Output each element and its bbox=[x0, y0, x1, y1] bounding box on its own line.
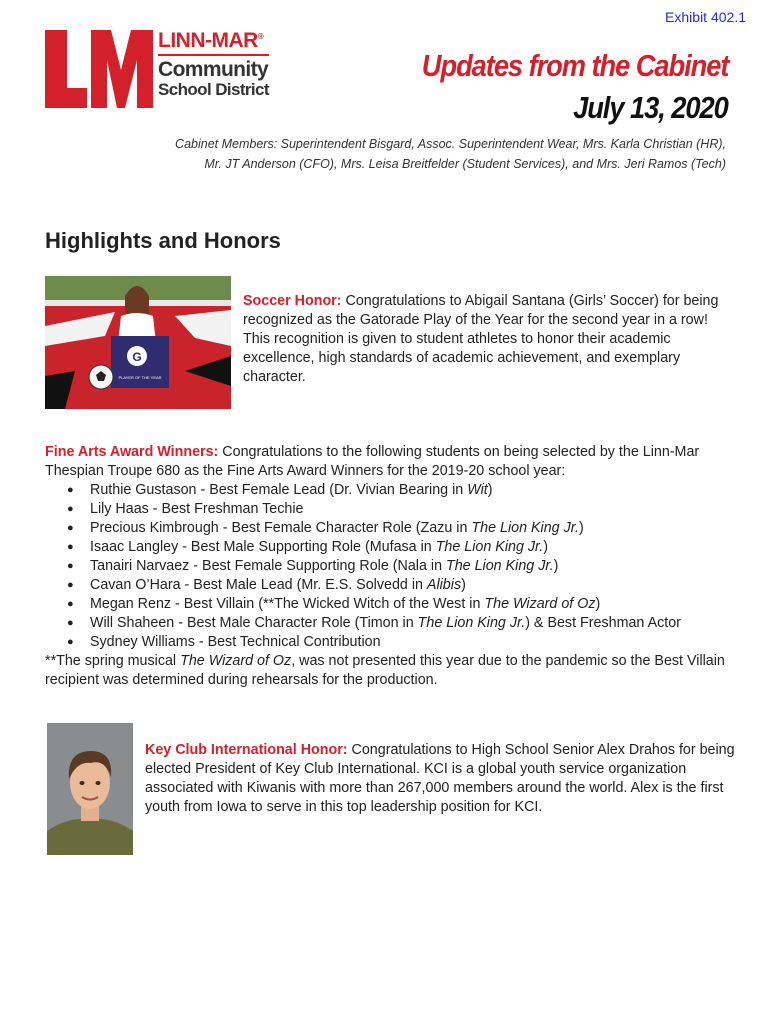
list-item: ● Tanairi Narvaez - Best Female Supporting Role (Nala in The Lion King Jr.) bbox=[45, 557, 730, 576]
cabinet-members bbox=[126, 134, 726, 174]
footnote: **The spring musical The Wizard of Oz, was not presented this year due to the pandemic so the Best Villain recipient was determined during rehearsals for the production. bbox=[45, 653, 725, 688]
soccer-honor-paragraph bbox=[243, 292, 723, 387]
key-club-text: Congratulations to High School Senior Alex Drahos for being elected President of Key Club International. KCI is a global youth service organization associated with Kiwanis with more than 267,000 members around the world. Alex is the first youth from Iowa to serve in this top leadership position for KCI. bbox=[145, 742, 735, 815]
list-item: ● Lily Haas - Best Freshman Techie bbox=[45, 500, 730, 519]
exhibit-label: Exhibit 402.1 bbox=[665, 9, 746, 25]
svg-text:G: G bbox=[132, 350, 142, 364]
key-club-photo bbox=[47, 723, 133, 855]
fine-arts-intro bbox=[45, 443, 730, 481]
cabinet-line-1: Cabinet Members: Superintendent Bisgard, Assoc. Superintendent Wear, Mrs. Karla Christian (HR), bbox=[175, 137, 726, 151]
key-club-paragraph bbox=[145, 741, 735, 817]
key-club-lead: Key Club International Honor: bbox=[145, 742, 348, 758]
soccer-photo bbox=[45, 276, 231, 409]
district-logo bbox=[45, 30, 270, 108]
fine-arts-intro-text: Congratulations to the following students on being selected by the Linn-Mar Thespian Troupe 680 as the Fine Arts Award Winners for the 2019-20 school year: bbox=[45, 444, 700, 479]
list-item: ● Ruthie Gustason - Best Female Lead (Dr. Vivian Bearing in Wit) bbox=[45, 481, 730, 500]
fine-arts-section bbox=[45, 443, 730, 690]
lm-logo-mark bbox=[45, 30, 153, 108]
soccer-honor-lead: Soccer Honor: bbox=[243, 293, 342, 309]
award-list bbox=[45, 481, 730, 652]
page-date: July 13, 2020 bbox=[573, 90, 728, 125]
list-item: ● Cavan O’Hara - Best Male Lead (Mr. E.S. Solvedd in Alibis) bbox=[45, 576, 730, 595]
logo-community: Community bbox=[158, 58, 269, 81]
list-item: ● Isaac Langley - Best Male Supporting Role (Mufasa in The Lion King Jr.) bbox=[45, 538, 730, 557]
logo-linnmar: LINN-MAR® bbox=[158, 30, 269, 56]
list-item: ● Precious Kimbrough - Best Female Character Role (Zazu in The Lion King Jr.) bbox=[45, 519, 730, 538]
fine-arts-lead: Fine Arts Award Winners: bbox=[45, 444, 219, 460]
cabinet-line-2: Mr. JT Anderson (CFO), Mrs. Leisa Breitfelder (Student Services), and Mrs. Jeri Ramos (Tech) bbox=[204, 157, 726, 171]
list-item: ● Megan Renz - Best Villain (**The Wicked Witch of the West in The Wizard of Oz) bbox=[45, 595, 730, 614]
banner-text: PLAYER OF THE YEAR bbox=[118, 375, 162, 380]
list-item: ● Sydney Williams - Best Technical Contribution bbox=[45, 633, 730, 652]
soccer-honor-text: Congratulations to Abigail Santana (Girls’ Soccer) for being recognized as the Gatorade Play of the Year for the second year in a row! This recognition is given to student athletes to honor their academic excellence, high standards of academic achievement, and exemplary character. bbox=[243, 293, 719, 385]
list-item: ● Will Shaheen - Best Male Character Role (Timon in The Lion King Jr.) & Best Freshman Actor bbox=[45, 614, 730, 633]
logo-school-district: School District bbox=[158, 80, 269, 99]
page-title: Updates from the Cabinet bbox=[421, 48, 728, 83]
section-title: Highlights and Honors bbox=[45, 228, 281, 253]
